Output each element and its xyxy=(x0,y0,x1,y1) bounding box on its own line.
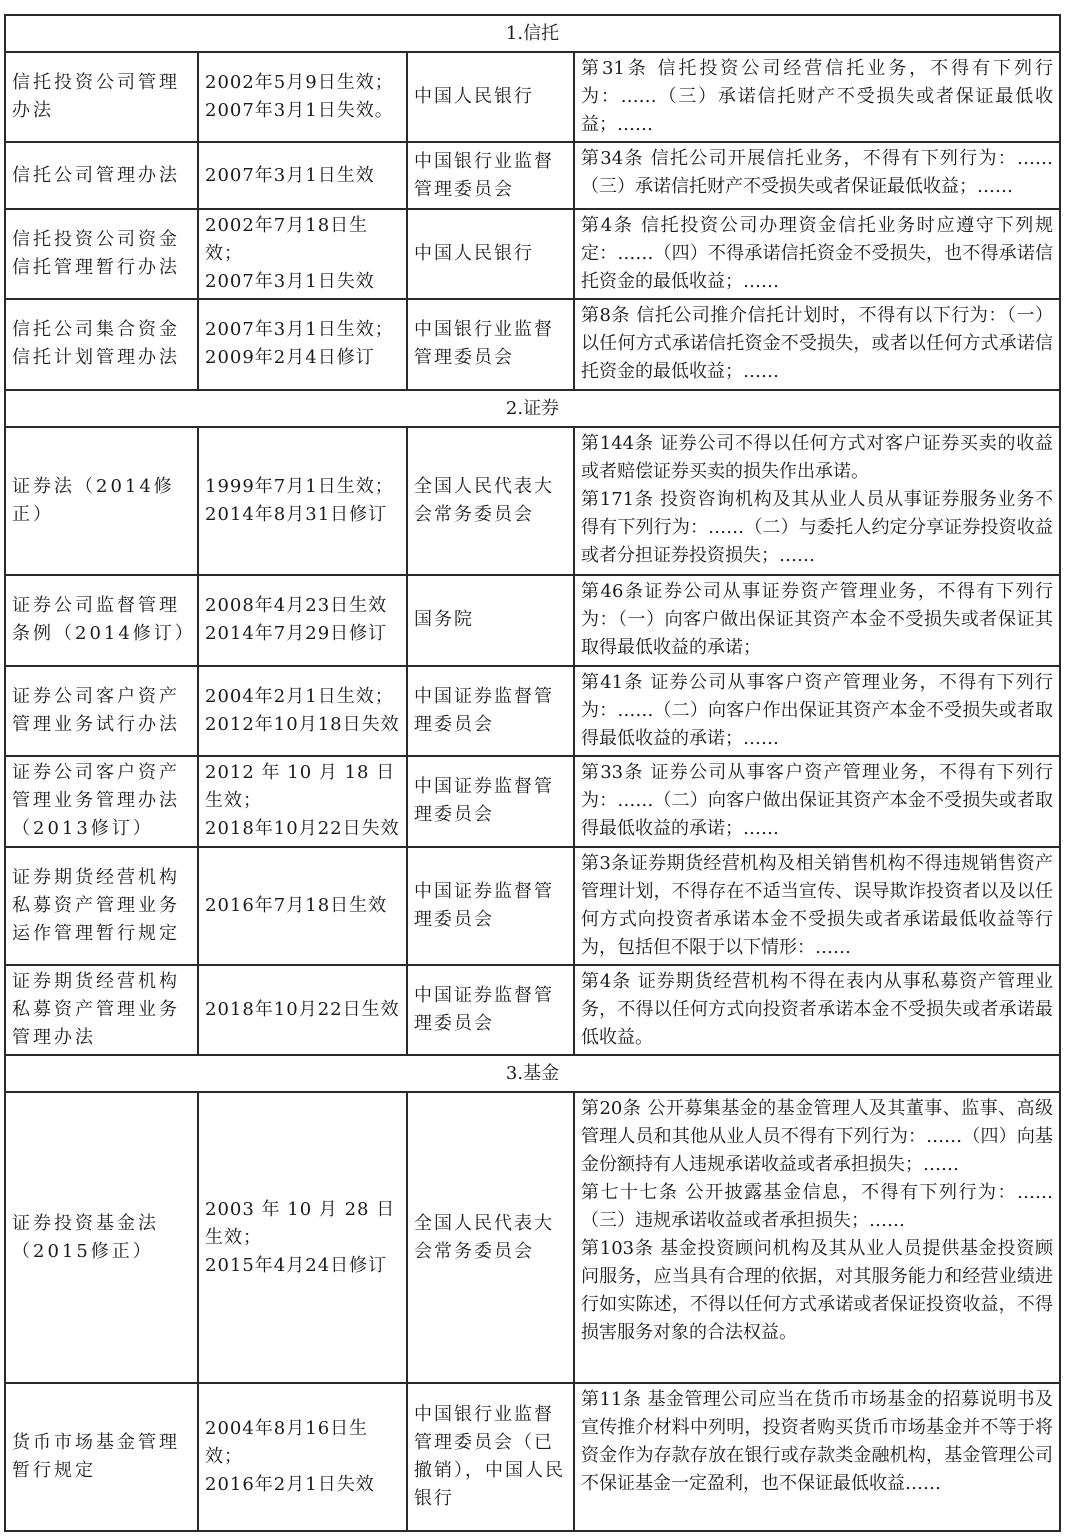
date-line: 2018年10月22日失效 xyxy=(205,818,400,840)
table-row xyxy=(5,847,1060,965)
effective-dates xyxy=(198,427,407,575)
date-line: 2004年2月1日生效； xyxy=(205,685,394,707)
section-header-row xyxy=(5,1055,1060,1092)
regulation-table xyxy=(4,14,1061,1532)
provision-text xyxy=(574,142,1060,209)
issuing-authority: 中国银行业监督管理委员会 xyxy=(407,299,574,390)
provision-text xyxy=(574,52,1060,142)
regulation-name: 证券公司客户资产管理业务管理办法（2013修订） xyxy=(5,756,198,847)
issuing-authority: 中国证券监督管理委员会 xyxy=(407,847,574,965)
date-line: 2014年7月29日修订 xyxy=(205,623,388,645)
date-line: 2002年7月18日生效； xyxy=(205,215,369,264)
issuing-authority: 中国人民银行 xyxy=(407,52,574,142)
provision-paragraph: 第31条 信托投资公司经营信托业务，不得有下列行为：……（三）承诺信托财产不受损失或者保证最低收益；…… xyxy=(581,58,1053,136)
regulation-name: 证券投资基金法（2015修正） xyxy=(5,1092,198,1383)
regulation-name: 证券公司客户资产管理业务试行办法 xyxy=(5,666,198,756)
effective-dates xyxy=(198,756,407,847)
provision-paragraph: 第11条 基金管理公司应当在货币市场基金的招募说明书及宣传推介材料中列明，投资者购买货币市场基金并不等于将资金作为存款存放在银行或存款类金融机构，基金管理公司不保证基金一定盈利，也不保证最低收益…… xyxy=(581,1389,1053,1495)
table-row xyxy=(5,965,1060,1055)
regulation-name: 证券法（2014修正） xyxy=(5,427,198,575)
date-line: 2003 年 10 月 28 日 生效； xyxy=(205,1198,396,1248)
table-row xyxy=(5,299,1060,390)
provision-paragraph: 第4条 证券期货经营机构不得在表内从事私募资产管理业务，不得以任何方式向投资者承诺本金不受损失或者承诺最低收益。 xyxy=(581,970,1053,1048)
date-line: 2016年7月18日生效 xyxy=(205,894,388,916)
provision-paragraph: 第46条证券公司从事证券资产管理业务，不得有下列行为：（一）向客户做出保证其资产本金不受损失或者保证其取得最低收益的承诺； xyxy=(581,580,1053,658)
provision-paragraph: 第4条 信托投资公司办理资金信托业务时应遵守下列规定：……（四）不得承诺信托资金不受损失，也不得承诺信托资金的最低收益；…… xyxy=(581,215,1053,293)
date-line: 2012 年 10 月 18 日 生效； xyxy=(205,762,396,812)
provision-paragraph: 第41条 证券公司从事客户资产管理业务，不得有下列行为：……（二）向客户作出保证其资产本金不受损失或者取得最低收益的承诺；…… xyxy=(581,671,1053,749)
issuing-authority: 中国银行业监督管理委员会 xyxy=(407,142,574,209)
effective-dates xyxy=(198,209,407,299)
table-row xyxy=(5,209,1060,299)
date-line: 2014年8月31日修订 xyxy=(205,504,388,526)
provision-text xyxy=(574,965,1060,1055)
provision-paragraph: 第七十七条 公开披露基金信息，不得有下列行为：……（三）违规承诺收益或者承担损失；…… xyxy=(581,1182,1053,1232)
provision-text xyxy=(574,427,1060,575)
issuing-authority: 全国人民代表大会常务委员会 xyxy=(407,427,574,575)
effective-dates xyxy=(198,575,407,666)
date-line: 2012年10月18日失效 xyxy=(205,713,400,735)
table-row xyxy=(5,427,1060,575)
provision-paragraph: 第171条 投资咨询机构及其从业人员从事证券服务业务不得有下列行为：……（二）与委托人约定分享证券投资收益或者分担证券投资损失；…… xyxy=(581,489,1053,567)
provision-paragraph: 第33条 证券公司从事客户资产管理业务，不得有下列行为：……（二）向客户做出保证其资产本金不受损失或者取得最低收益的承诺；…… xyxy=(581,761,1053,839)
section-header-row xyxy=(5,15,1060,52)
table-row xyxy=(5,575,1060,666)
effective-dates xyxy=(198,666,407,756)
issuing-authority: 中国证券监督管理委员会 xyxy=(407,965,574,1055)
regulation-name: 证券公司监督管理条例（2014修订） xyxy=(5,575,198,666)
date-line: 2007年3月1日生效 xyxy=(205,164,375,186)
provision-paragraph: 第8条 信托公司推介信托计划时，不得有以下行为：（一）以任何方式承诺信托资金不受损失，或者以任何方式承诺信托资金的最低收益；…… xyxy=(581,304,1053,382)
provision-text xyxy=(574,1092,1060,1383)
effective-dates xyxy=(198,1383,407,1531)
provision-paragraph: 第34条 信托公司开展信托业务，不得有下列行为：……（三）承诺信托财产不受损失或者保证最低收益；…… xyxy=(581,148,1053,198)
section-title: 3.基金 xyxy=(5,1055,1060,1092)
provision-text xyxy=(574,1383,1060,1531)
date-line: 2007年3月1日失效。 xyxy=(205,100,394,122)
table-row xyxy=(5,142,1060,209)
effective-dates xyxy=(198,52,407,142)
provision-text xyxy=(574,847,1060,965)
date-line: 2015年4月24日修订 xyxy=(205,1254,388,1276)
regulation-name: 信托公司管理办法 xyxy=(5,142,198,209)
regulation-name: 证券期货经营机构私募资产管理业务运作管理暂行规定 xyxy=(5,847,198,965)
provision-text xyxy=(574,575,1060,666)
provision-paragraph: 第144条 证券公司不得以任何方式对客户证券买卖的收益或者赔偿证券买卖的损失作出承诺。 xyxy=(581,433,1053,483)
issuing-authority: 中国银行业监督管理委员会（已撤销），中国人民银行 xyxy=(407,1383,574,1531)
issuing-authority: 国务院 xyxy=(407,575,574,666)
regulation-name: 信托投资公司资金信托管理暂行办法 xyxy=(5,209,198,299)
provision-text xyxy=(574,666,1060,756)
table-row xyxy=(5,1092,1060,1383)
date-line: 2018年10月22日生效 xyxy=(205,998,400,1020)
provision-text xyxy=(574,299,1060,390)
date-line: 2007年3月1日失效 xyxy=(205,271,375,292)
provision-paragraph: 第20条 公开募集基金的基金管理人及其董事、监事、高级管理人员和其他从业人员不得有下列行为：……（四）向基金份额持有人违规承诺收益或者承担损失；…… xyxy=(581,1098,1053,1176)
table-row xyxy=(5,1383,1060,1531)
date-line: 1999年7月1日生效； xyxy=(205,476,394,498)
effective-dates xyxy=(198,142,407,209)
provision-paragraph: 第3条证券期货经营机构及相关销售机构不得违规销售资产管理计划，不得存在不适当宣传、误导欺诈投资者以及以任何方式向投资者承诺本金不受损失或者承诺最低收益等行为，包括但不限于以下情形：…… xyxy=(581,852,1053,958)
section-title: 2.证券 xyxy=(5,390,1060,427)
issuing-authority: 全国人民代表大会常务委员会 xyxy=(407,1092,574,1383)
date-line: 2002年5月9日生效； xyxy=(205,72,394,94)
provision-text xyxy=(574,756,1060,847)
effective-dates xyxy=(198,299,407,390)
regulation-name: 信托投资公司管理办法 xyxy=(5,52,198,142)
section-title: 1.信托 xyxy=(5,15,1060,52)
date-line: 2008年4月23日生效 xyxy=(205,595,388,617)
issuing-authority: 中国人民银行 xyxy=(407,209,574,299)
issuing-authority: 中国证券监督管理委员会 xyxy=(407,756,574,847)
regulation-name: 证券期货经营机构私募资产管理业务管理办法 xyxy=(5,965,198,1055)
table-row xyxy=(5,756,1060,847)
issuing-authority: 中国证券监督管理委员会 xyxy=(407,666,574,756)
provision-paragraph: 第103条 基金投资顾问机构及其从业人员提供基金投资顾问服务，应当具有合理的依据，对其服务能力和经营业绩进行如实陈述，不得以任何方式承诺或者保证投资收益，不得损害服务对象的合法权益。 xyxy=(581,1238,1053,1344)
regulation-name: 货币市场基金管理暂行规定 xyxy=(5,1383,198,1531)
section-header-row xyxy=(5,390,1060,427)
date-line: 2016年2月1日失效 xyxy=(205,1474,375,1496)
table-row xyxy=(5,666,1060,756)
effective-dates xyxy=(198,965,407,1055)
date-line: 2007年3月1日生效； xyxy=(205,319,394,341)
date-line: 2009年2月4日修订 xyxy=(205,347,375,369)
regulation-name: 信托公司集合资金信托计划管理办法 xyxy=(5,299,198,390)
effective-dates xyxy=(198,847,407,965)
effective-dates xyxy=(198,1092,407,1383)
provision-text xyxy=(574,209,1060,299)
table-row xyxy=(5,52,1060,142)
date-line: 2004年8月16日生效； xyxy=(205,1418,369,1468)
